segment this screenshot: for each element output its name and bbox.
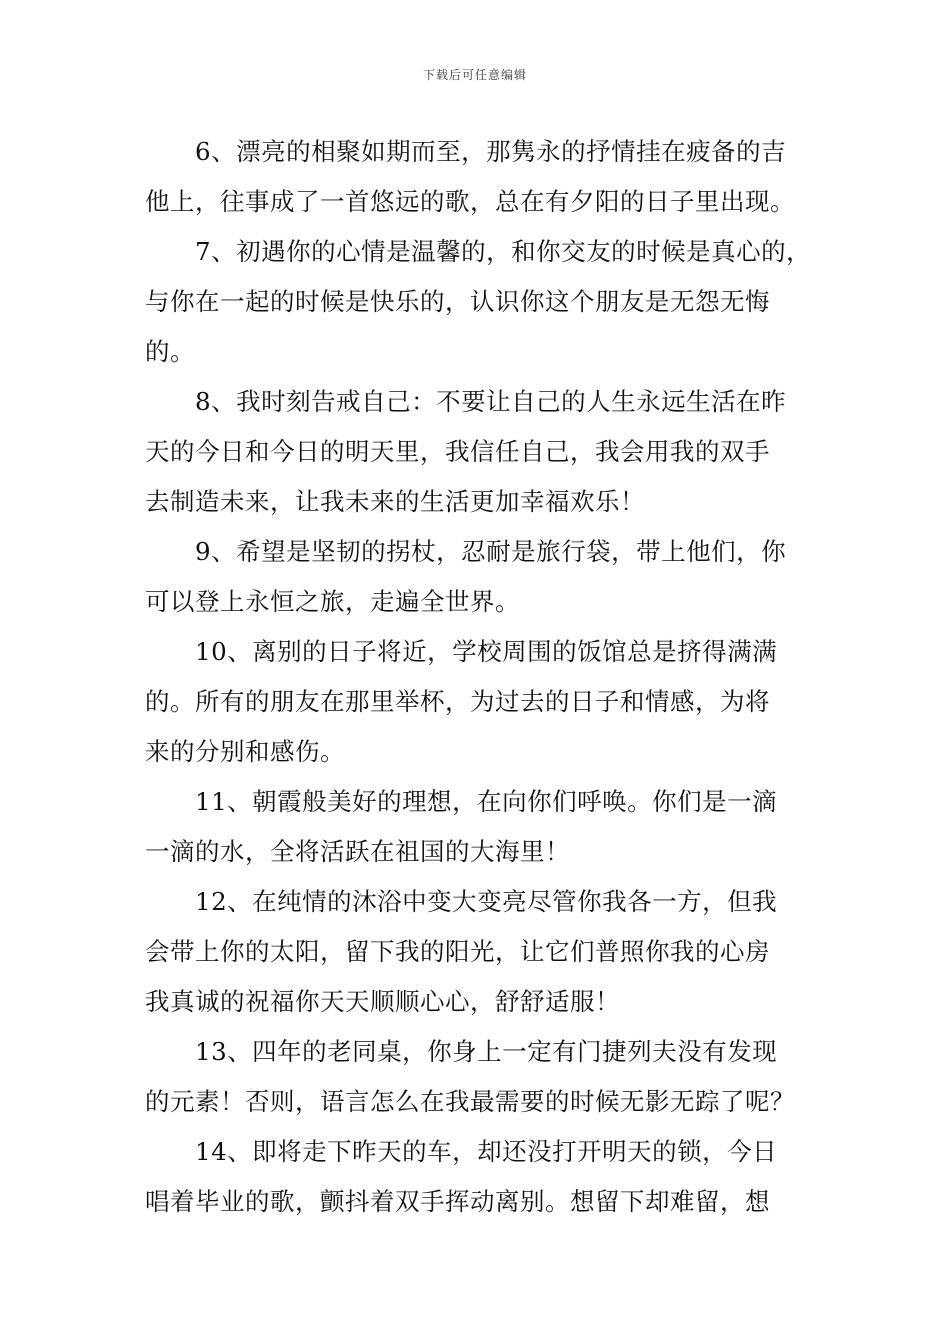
text-line: 我真诚的祝福你天天顺顺心心，舒舒适服！ <box>145 987 620 1016</box>
document-body <box>145 127 815 1227</box>
text-line: 的。 <box>145 337 195 366</box>
text-line: 10、离别的日子将近，学校周围的饭馆总是挤得满满 <box>195 637 778 666</box>
text-line: 与你在一起的时候是快乐的，认识你这个朋友是无怨无悔 <box>145 287 770 316</box>
text-line: 13、四年的老同桌，你身上一定有门捷列夫没有发现 <box>195 1037 778 1066</box>
text-line: 唱着毕业的歌，颤抖着双手挥动离别。想留下却难留，想 <box>145 1187 770 1216</box>
text-line: 一滴的水，全将活跃在祖国的大海里！ <box>145 837 570 866</box>
text-line: 他上，往事成了一首悠远的歌，总在有夕阳的日子里出现。 <box>145 187 795 216</box>
text-line: 14、即将走下昨天的车，却还没打开明天的锁，今日 <box>195 1137 778 1166</box>
text-line: 来的分别和感伤。 <box>145 737 345 766</box>
text-line: 可以登上永恒之旅，走遍全世界。 <box>145 587 520 616</box>
text-line: 的元素！否则，语言怎么在我最需要的时候无影无踪了呢？ <box>145 1087 795 1116</box>
text-line: 9、希望是坚韧的拐杖，忍耐是旅行袋，带上他们，你 <box>195 537 787 566</box>
text-line: 的。所有的朋友在那里举杯，为过去的日子和情感，为将 <box>145 687 770 716</box>
text-line: 6、漂亮的相聚如期而至，那隽永的抒情挂在疲备的吉 <box>195 137 787 166</box>
text-line: 11、朝霞般美好的理想，在向你们呼唤。你们是一滴 <box>195 787 778 816</box>
text-line: 7、初遇你的心情是温馨的，和你交友的时候是真心的， <box>195 237 812 266</box>
page-header: 下载后可任意编辑 <box>422 68 527 82</box>
text-line: 12、在纯情的沐浴中变大变亮尽管你我各一方，但我 <box>195 887 778 916</box>
text-line: 去制造未来，让我未来的生活更加幸福欢乐！ <box>145 487 645 516</box>
text-line: 8、我时刻告戒自己：不要让自己的人生永远生活在昨 <box>195 387 787 416</box>
text-line: 天的今日和今日的明天里，我信任自己，我会用我的双手 <box>145 437 770 466</box>
text-line: 会带上你的太阳，留下我的阳光，让它们普照你我的心房 <box>145 937 770 966</box>
